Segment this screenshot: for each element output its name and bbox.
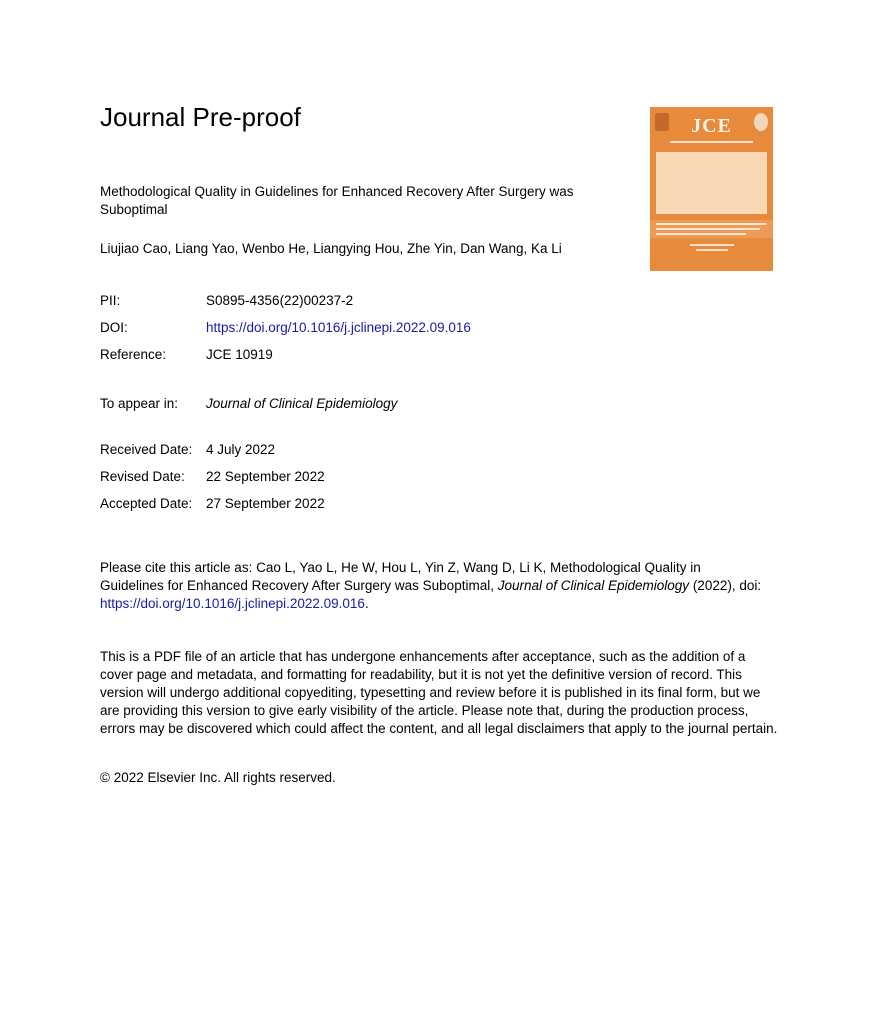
doi-link[interactable]: https://doi.org/10.1016/j.jclinepi.2022.09.016 [206,320,471,335]
received-value: 4 July 2022 [206,442,276,457]
citation-prefix: Please cite this article as: Cao L, Yao L, He W, Hou L, Yin Z, Wang D, Li K, Methodological Quality in Guidelines for Enhanced Recovery After Surgery was Suboptimal, [100,560,701,593]
appear-label: To appear in: [100,396,179,411]
article-title: Methodological Quality in Guidelines for Enhanced Recovery After Surgery was Suboptimal [100,184,574,217]
citation-paragraph [100,559,765,613]
meta-row-accepted [100,495,325,513]
cover-journal-abbrev: JCE [691,115,732,137]
pii-value: S0895-4356(22)00237-2 [206,293,354,308]
citation-middle: (2022), doi: [689,578,762,593]
article-authors: Liujiao Cao, Liang Yao, Wenbo He, Liangying Hou, Zhe Yin, Dan Wang, Ka Li [100,241,562,256]
received-label: Received Date: [100,442,193,457]
doi-label: DOI: [100,320,128,335]
meta-row-doi [100,319,471,337]
journal-cover-image [650,107,773,271]
pii-label: PII: [100,293,121,308]
accepted-value: 27 September 2022 [206,496,325,511]
accepted-label: Accepted Date: [100,496,193,511]
page-heading: Journal Pre-proof [100,102,301,132]
revised-label: Revised Date: [100,469,185,484]
citation-journal: Journal of Clinical Epidemiology [497,578,690,593]
preproof-notice: This is a PDF file of an article that has undergone enhancements after acceptance, such as the addition of a cover page and metadata, and formatting for readability, but it is not yet the definitive version of record. This version will undergo additional copyediting, typesetting and review before it is published in its final form, but we are providing this version to give early visibility of the article. Please note that, during the production process, errors may be discovered which could affect the content, and all legal disclaimers that apply to the journal pertain. [100,649,778,736]
reference-value: JCE 10919 [206,347,273,362]
reference-label: Reference: [100,347,167,362]
revised-value: 22 September 2022 [206,469,325,484]
meta-row-appear [100,395,397,413]
meta-row-revised [100,468,325,486]
citation-suffix: . [364,596,369,611]
citation-doi-link[interactable]: https://doi.org/10.1016/j.jclinepi.2022.09.016 [100,596,365,611]
journal-name: Journal of Clinical Epidemiology [206,396,398,411]
meta-row-received [100,441,275,459]
copyright-line: © 2022 Elsevier Inc. All rights reserved. [100,770,336,785]
meta-row-pii [100,292,353,310]
meta-row-reference [100,346,273,364]
